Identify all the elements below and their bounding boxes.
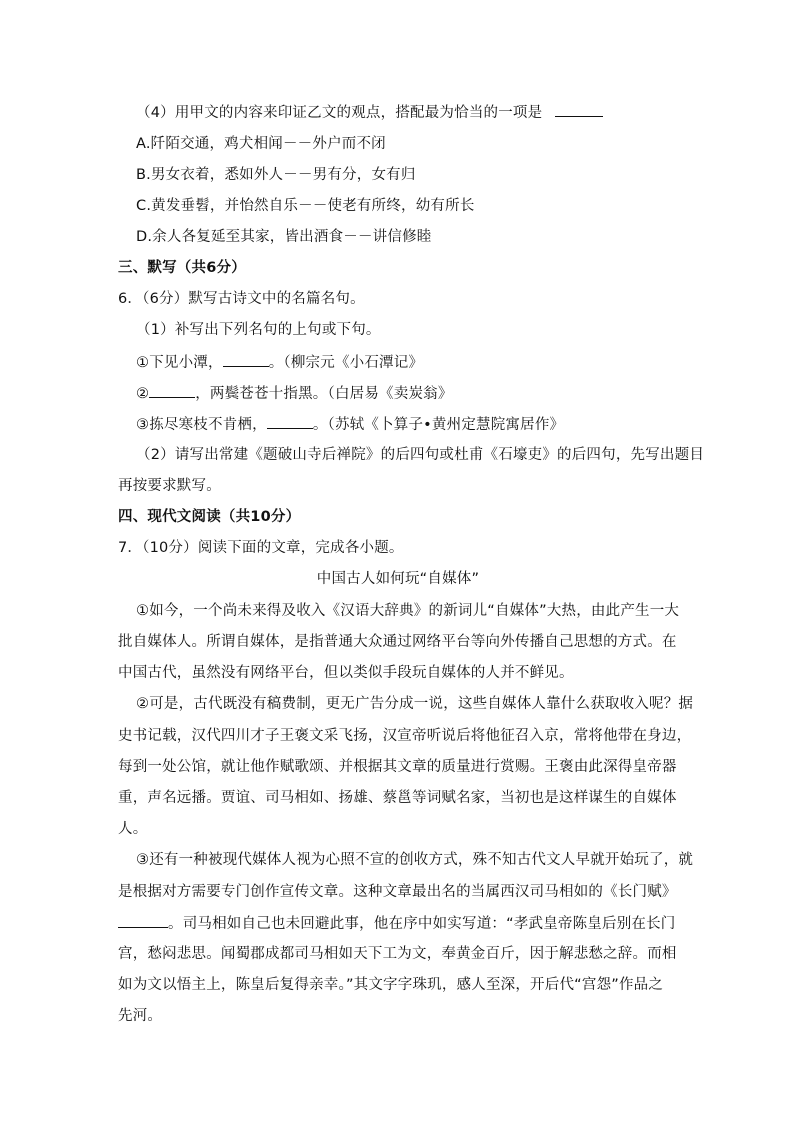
article-p3-line5: 如为文以悟主上，陈皇后复得亲幸。”其文字字珠玑，感人至深，开后代“宫怨”作品之 [118, 977, 664, 993]
article-p3-line3 [118, 913, 678, 934]
section4-title: 四、现代文阅读（共10分） [118, 509, 301, 525]
article-p2-line1: ②可是，古代既没有稿费制，更无广告分成一说，这些自媒体人靠什么获取收入呢？据 [136, 696, 694, 712]
article-p1-line1: ①如今，一个尚未来得及收入《汉语大辞典》的新词儿“自媒体”大热，由此产生一大 [136, 603, 680, 619]
section3-title: 三、默写（共6分） [118, 260, 246, 276]
q6-item3 [136, 414, 696, 435]
q4-stem-line [136, 102, 696, 123]
article-p3-line6: 先河。 [118, 1008, 163, 1024]
q4-option-c: C.黄发垂髫，并怡然自乐－－使老有所终，幼有所长 [136, 198, 475, 214]
q4-option-a: A.阡陌交通，鸡犬相闻－－外户而不闭 [136, 136, 386, 152]
q6-sub1: （1）补写出下列名句的上句或下句。 [136, 322, 381, 338]
q6-item2-before: ② [136, 386, 150, 402]
q6-item1 [136, 352, 696, 373]
article-p1-line3: 中国古代，虽然没有网络平台，但以类似手段玩自媒体的人并不鲜见。 [118, 665, 574, 681]
q6-item3-blank[interactable] [267, 414, 313, 429]
q6-item3-after: 。（苏轼《卜算子•黄州定慧院寓居作》 [312, 417, 565, 433]
q6-stem: 6．（6分）默写古诗文中的名篇名句。 [118, 291, 365, 307]
article-p3-blank[interactable] [118, 913, 168, 928]
article-p1-line2: 批自媒体人。所谓自媒体，是指普通大众通过网络平台等向外传播自己思想的方式。在 [118, 634, 677, 650]
article-p2-line3: 每到一处公馆，就让他作赋歌颂、并根据其文章的质量进行赏赐。王褒由此深得皇帝器 [118, 759, 677, 775]
q6-item1-blank[interactable] [223, 352, 269, 367]
q4-stem: （4）用甲文的内容来印证乙文的观点，搭配最为恰当的一项是 [136, 105, 543, 121]
q7-stem: 7．（10分）阅读下面的文章，完成各小题。 [118, 540, 404, 556]
article-p2-line5: 人。 [118, 821, 148, 837]
q6-item1-before: ①下见小潭， [136, 355, 223, 371]
q6-item2-after: ，两鬓苍苍十指黑。（白居易《卖炭翁》 [195, 386, 453, 402]
q4-answer-blank[interactable] [555, 102, 603, 117]
q6-item2-blank[interactable] [149, 383, 195, 398]
q6-item1-after: 。（柳宗元《小石潭记》 [268, 355, 424, 371]
article-p2-line2: 史书记载，汉代四川才子王褒文采飞扬，汉宣帝听说后将他征召入京，常将他带在身边， [118, 728, 692, 744]
article-p3-line3-text: 。司马相如自己也未回避此事，他在序中如实写道：“孝武皇帝陈皇后别在长门 [168, 916, 676, 932]
q6-item2 [136, 383, 696, 404]
article-p2-line4: 重，声名远播。贾谊、司马相如、扬雄、蔡邕等词赋名家，当初也是这样谋生的自媒体 [118, 790, 677, 806]
q6-sub2-line1: （2）请写出常建《题破山寺后禅院》的后四句或杜甫《石壕吏》的后四句，先写出题目 [136, 447, 705, 463]
article-p3-line1: ③还有一种被现代媒体人视为心照不宣的创收方式，殊不知古代文人早就开始玩了，就 [136, 852, 694, 868]
article-p3-line4: 宫，愁闷悲思。闻蜀郡成都司马相如天下工为文，奉黄金百斤，因于解悲愁之辞。而相 [118, 946, 677, 962]
q4-option-b: B.男女衣着，悉如外人－－男有分，女有归 [136, 167, 416, 183]
q6-sub2-line2: 再按要求默写。 [118, 478, 221, 494]
article-p3-line2: 是根据对方需要专门创作宣传文章。这种文章最出名的当属西汉司马相如的《长门赋》 [118, 884, 677, 900]
q4-option-d: D.余人各复延至其家，皆出酒食－－讲信修睦 [136, 229, 432, 245]
article-title: 中国古人如何玩“自媒体” [316, 571, 480, 587]
q6-item3-before: ③拣尽寒枝不肯栖， [136, 417, 267, 433]
